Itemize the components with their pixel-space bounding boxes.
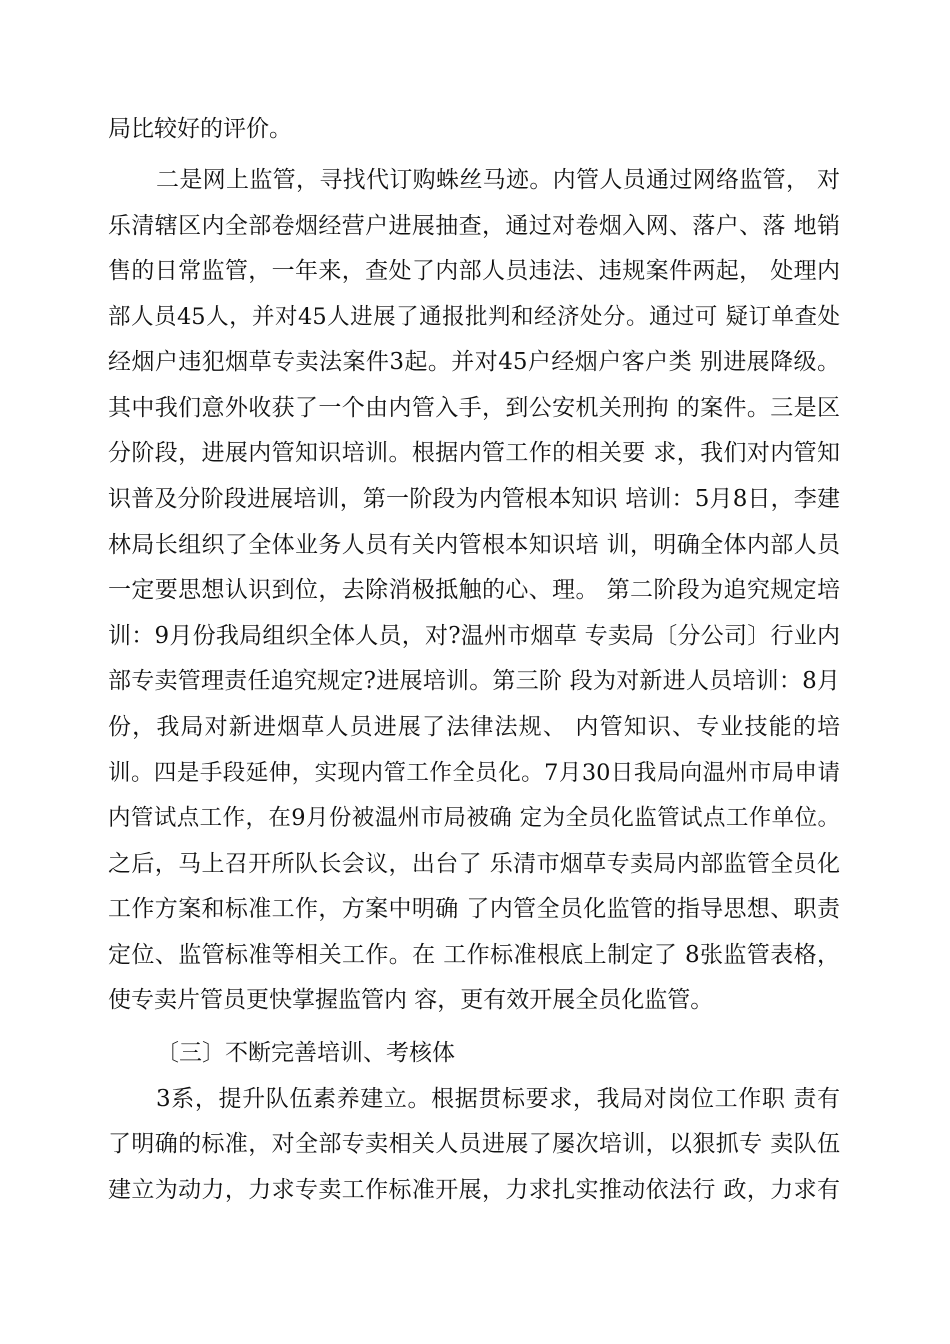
paragraph-line: 局比较好的评价。 [108, 116, 292, 142]
paragraph-line: 定位、监管标准等相关工作。在 工作标准根底上制定了 8张监管表格， [108, 942, 840, 968]
paragraph-line: 份，我局对新进烟草人员进展了法律法规、 内管知识、专业技能的培 [108, 714, 840, 740]
paragraph-line: 乐清辖区内全部卷烟经营户进展抽查，通过对卷烟入网、落户、落 地销 [108, 213, 840, 239]
paragraph-line: 部人员45人，并对45人进展了通报批判和经济处分。通过可 疑订单查处 [108, 304, 840, 330]
paragraph-line: 林局长组织了全体业务人员有关内管根本知识培 训，明确全体内部人员 [108, 532, 840, 558]
section-heading: 〔三〕不断完善培训、考核体 [156, 1040, 455, 1066]
paragraph-line: 建立为动力，力求专卖工作标准开展，力求扎实推动依法行 政，力求有 [108, 1177, 840, 1203]
paragraph-line: 分阶段，进展内管知识培训。根据内管工作的相关要 求，我们对内管知 [108, 440, 840, 466]
paragraph-line: 3系，提升队伍素养建立。根据贯标要求，我局对岗位工作职 责有 [156, 1086, 840, 1112]
paragraph-line: 经烟户违犯烟草专卖法案件3起。并对45户经烟户客户类 别进展降级。 [108, 349, 840, 375]
paragraph-line: 二是网上监管，寻找代订购蛛丝马迹。内管人员通过网络监管， 对 [156, 167, 840, 193]
paragraph-line: 其中我们意外收获了一个由内管入手，到公安机关刑拘 的案件。三是区 [108, 395, 840, 421]
paragraph-line: 之后，马上召开所队长会议，出台了 乐清市烟草专卖局内部监管全员化 [108, 851, 840, 877]
paragraph-line: 使专卖片管员更快掌握监管内 容，更有效开展全员化监管。 [108, 987, 714, 1013]
paragraph-line: 售的日常监管，一年来，查处了内部人员违法、违规案件两起， 处理内 [108, 258, 840, 284]
paragraph-line: 了明确的标准，对全部专卖相关人员进展了屡次培训，以狠抓专 卖队伍 [108, 1131, 840, 1157]
paragraph-line: 内管试点工作，在9月份被温州市局被确 定为全员化监管试点工作单位。 [108, 805, 840, 831]
paragraph-line: 训：9月份我局组织全体人员，对?温州市烟草 专卖局〔分公司〕行业内 [108, 623, 840, 649]
paragraph-line: 部专卖管理责任追究规定?进展培训。第三阶 段为对新进人员培训：8月 [108, 668, 840, 694]
paragraph-line: 识普及分阶段进展培训，第一阶段为内管根本知识 培训：5月8日，李建 [108, 486, 840, 512]
paragraph-line: 工作方案和标准工作，方案中明确 了内管全员化监管的指导思想、职责 [108, 896, 840, 922]
paragraph-line: 一定要思想认识到位，去除消极抵触的心、理。 第二阶段为追究规定培 [108, 577, 840, 603]
paragraph-line: 训。四是手段延伸，实现内管工作全员化。7月30日我局向温州市局申请 [108, 760, 840, 786]
